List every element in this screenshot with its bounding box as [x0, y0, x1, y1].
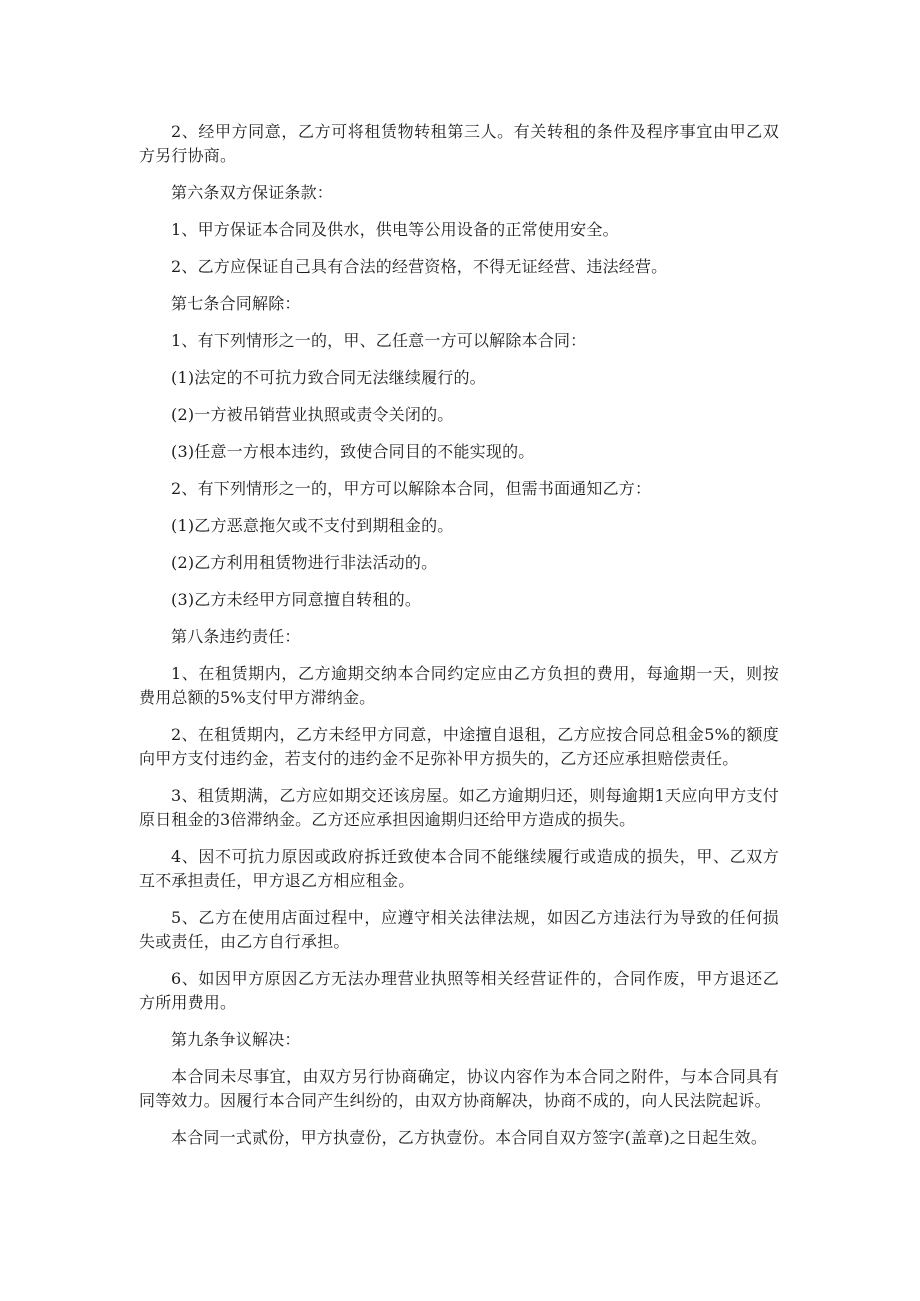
- clause-6-item-2: 2、乙方应保证自己具有合法的经营资格，不得无证经营、违法经营。: [171, 257, 668, 276]
- clause-8-item-1: 1、在租赁期内，乙方逾期交纳本合同约定应由乙方负担的费用，每逾期一天，则按费用总额的5%支付甲方滞纳金。: [139, 664, 779, 707]
- clause-8-item-4: 4、因不可抗力原因或政府拆迁致使本合同不能继续履行或造成的损失，甲、乙双方互不承担责任，甲方退乙方相应租金。: [139, 847, 779, 890]
- article-9-heading: 第九条争议解决：: [171, 1030, 301, 1049]
- clause-7-item-1: 1、有下列情形之一的，甲、乙任意一方可以解除本合同：: [171, 331, 587, 350]
- clause-5-item-2: 2、经甲方同意，乙方可将租赁物转租第三人。有关转租的条件及程序事宜由甲乙双方另行协商。: [139, 122, 779, 165]
- clause-8-item-3: 3、租赁期满，乙方应如期交还该房屋。如乙方逾期归还，则每逾期1天应向甲方支付原日租金的3倍滞纳金。乙方还应承担因逾期归还给甲方造成的损失。: [139, 786, 779, 829]
- contract-body: [139, 120, 779, 1163]
- clause-7-item-2-sub-1: (1)乙方恶意拖欠或不支付到期租金的。: [171, 516, 454, 535]
- clause-8-item-6: 6、如因甲方原因乙方无法办理营业执照等相关经营证件的，合同作废，甲方退还乙方所用费用。: [139, 969, 779, 1012]
- clause-9-body: 本合同未尽事宜，由双方另行协商确定，协议内容作为本合同之附件，与本合同具有同等效力。因履行本合同产生纠纷的，由双方协商解决，协商不成的，向人民法院起诉。: [139, 1067, 779, 1110]
- closing-statement: 本合同一式贰份，甲方执壹份，乙方执壹份。本合同自双方签字(盖章)之日起生效。: [171, 1128, 768, 1147]
- clause-7-item-2-sub-2: (2)乙方利用租赁物进行非法活动的。: [171, 553, 438, 572]
- clause-7-item-1-sub-2: (2)一方被吊销营业执照或责令关闭的。: [171, 405, 454, 424]
- article-8-heading: 第八条违约责任：: [171, 627, 301, 646]
- article-6-heading: 第六条双方保证条款：: [171, 183, 334, 202]
- clause-8-item-5: 5、乙方在使用店面过程中，应遵守相关法律法规，如因乙方违法行为导致的任何损失或责任，由乙方自行承担。: [139, 908, 779, 951]
- article-7-heading: 第七条合同解除：: [171, 294, 301, 313]
- clause-8-item-2: 2、在租赁期内，乙方未经甲方同意，中途擅自退租，乙方应按合同总租金5%的额度向甲方支付违约金，若支付的违约金不足弥补甲方损失的，乙方还应承担赔偿责任。: [139, 725, 779, 768]
- clause-7-item-1-sub-1: (1)法定的不可抗力致合同无法继续履行的。: [171, 368, 486, 387]
- clause-7-item-2: 2、有下列情形之一的，甲方可以解除本合同，但需书面通知乙方：: [171, 479, 652, 498]
- clause-7-item-2-sub-3: (3)乙方未经甲方同意擅自转租的。: [171, 590, 422, 609]
- clause-6-item-1: 1、甲方保证本合同及供水，供电等公用设备的正常使用安全。: [171, 220, 619, 239]
- clause-7-item-1-sub-3: (3)任意一方根本违约，致使合同目的不能实现的。: [171, 442, 535, 461]
